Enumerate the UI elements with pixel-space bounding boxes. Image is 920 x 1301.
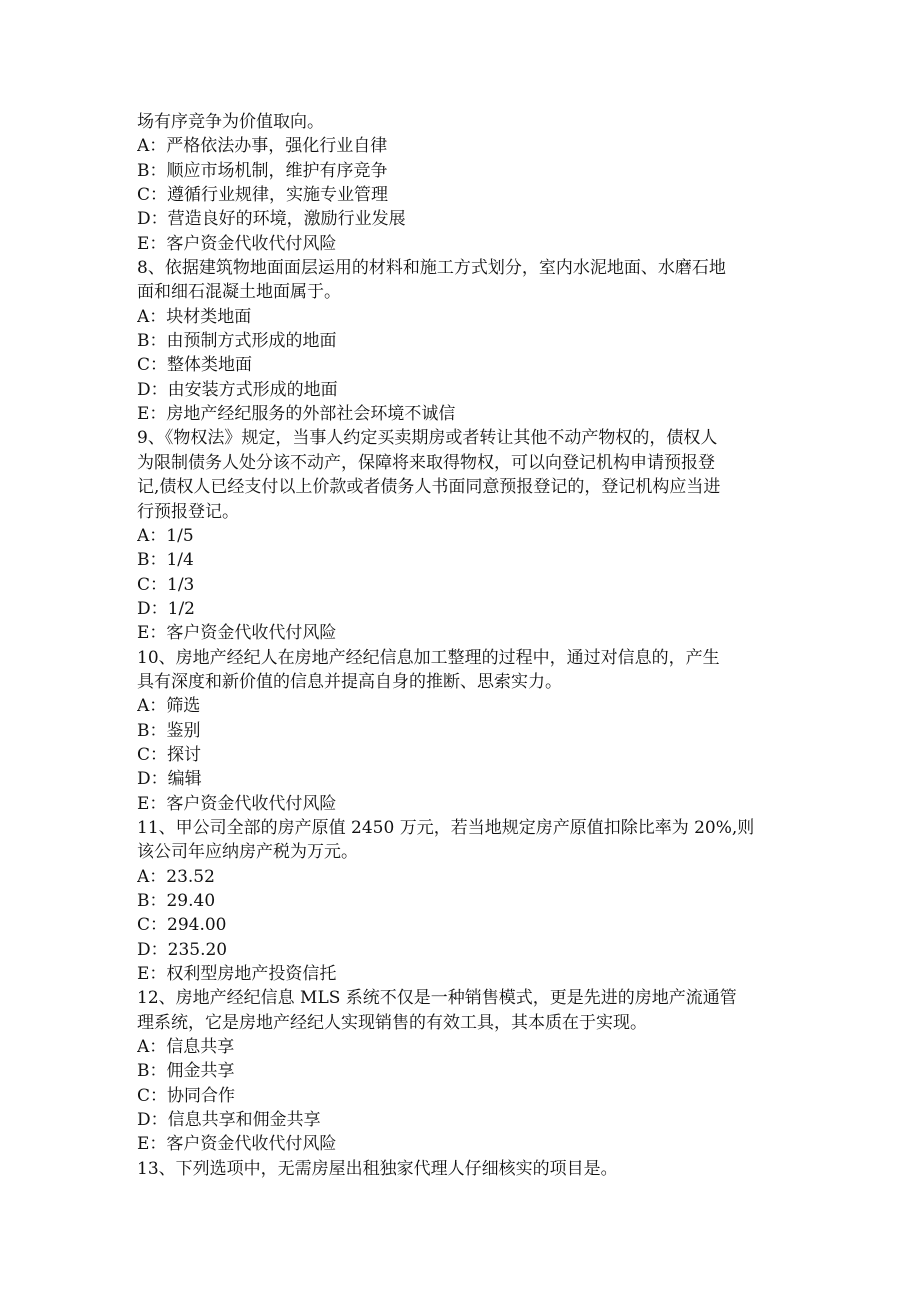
text-line: 行预报登记。: [137, 501, 239, 522]
text-line: B：1/4: [137, 550, 194, 571]
text-line: D：信息共享和佣金共享: [137, 1110, 321, 1131]
text-line: 具有深度和新价值的信息并提高自身的推断、思索实力。: [137, 671, 562, 692]
text-line: C：遵循行业规律，实施专业管理: [137, 185, 389, 206]
document-body: [137, 110, 787, 1181]
text-line: 9、《物权法》规定，当事人约定买卖期房或者转让其他不动产物权的，债权人: [137, 428, 718, 449]
text-line: 面和细石混凝土地面属于。: [137, 282, 341, 303]
text-line: C：294.00: [137, 915, 227, 936]
text-line: D：营造良好的环境，激励行业发展: [137, 209, 406, 230]
text-line: A：信息共享: [137, 1037, 235, 1058]
text-line: 11、甲公司全部的房产原值 2450 万元，若当地规定房产原值扣除比率为 20%,则: [137, 817, 755, 838]
text-line: E：客户资金代收代付风险: [137, 623, 337, 644]
text-line: A：筛选: [137, 696, 201, 717]
text-line: 12、房地产经纪信息 MLS 系统不仅是一种销售模式，更是先进的房地产流通管: [137, 988, 737, 1009]
text-line: D：235.20: [137, 939, 228, 960]
text-line: C：整体类地面: [137, 355, 253, 376]
text-line: 场有序竞争为价值取向。: [137, 112, 324, 132]
text-line: B：由预制方式形成的地面: [137, 331, 337, 352]
text-line: B：佣金共享: [137, 1061, 235, 1082]
text-line: A：严格依法办事，强化行业自律: [137, 136, 388, 157]
text-line: 记,债权人已经支付以上价款或者债务人书面同意预报登记的，登记机构应当进: [137, 477, 721, 498]
text-line: 为限制债务人处分该不动产，保障将来取得物权，可以向登记机构申请预报登: [137, 452, 715, 473]
text-line: 13、下列选项中，无需房屋出租独家代理人仔细核实的项目是。: [137, 1158, 618, 1179]
text-line: E：房地产经纪服务的外部社会环境不诚信: [137, 404, 456, 425]
text-line: A：1/5: [137, 525, 194, 546]
text-line: 理系统，它是房地产经纪人实现销售的有效工具，其本质在于实现。: [137, 1012, 647, 1033]
text-line: B：鉴别: [137, 720, 201, 741]
text-line: B：29.40: [137, 891, 216, 911]
text-line: E：客户资金代收代付风险: [137, 233, 337, 254]
text-line: C：探讨: [137, 744, 202, 765]
text-line: 该公司年应纳房产税为万元。: [137, 842, 358, 863]
text-line: E：客户资金代收代付风险: [137, 793, 337, 814]
text-line: 10、房地产经纪人在房地产经纪信息加工整理的过程中，通过对信息的，产生: [137, 647, 720, 668]
text-line: B：顺应市场机制，维护有序竞争: [137, 160, 388, 181]
text-line: C：1/3: [137, 574, 195, 595]
text-line: D：由安装方式形成的地面: [137, 379, 338, 400]
text-line: D：编辑: [137, 769, 202, 790]
text-line: D：1/2: [137, 598, 195, 619]
text-line: 8、依据建筑物地面面层运用的材料和施工方式划分，室内水泥地面、水磨石地: [137, 258, 726, 279]
text-line: E：客户资金代收代付风险: [137, 1134, 337, 1155]
text-line: C：协同合作: [137, 1085, 236, 1106]
text-line: E：权利型房地产投资信托: [137, 964, 337, 985]
text-line: A：块材类地面: [137, 306, 252, 327]
text-line: A：23.52: [137, 866, 215, 887]
